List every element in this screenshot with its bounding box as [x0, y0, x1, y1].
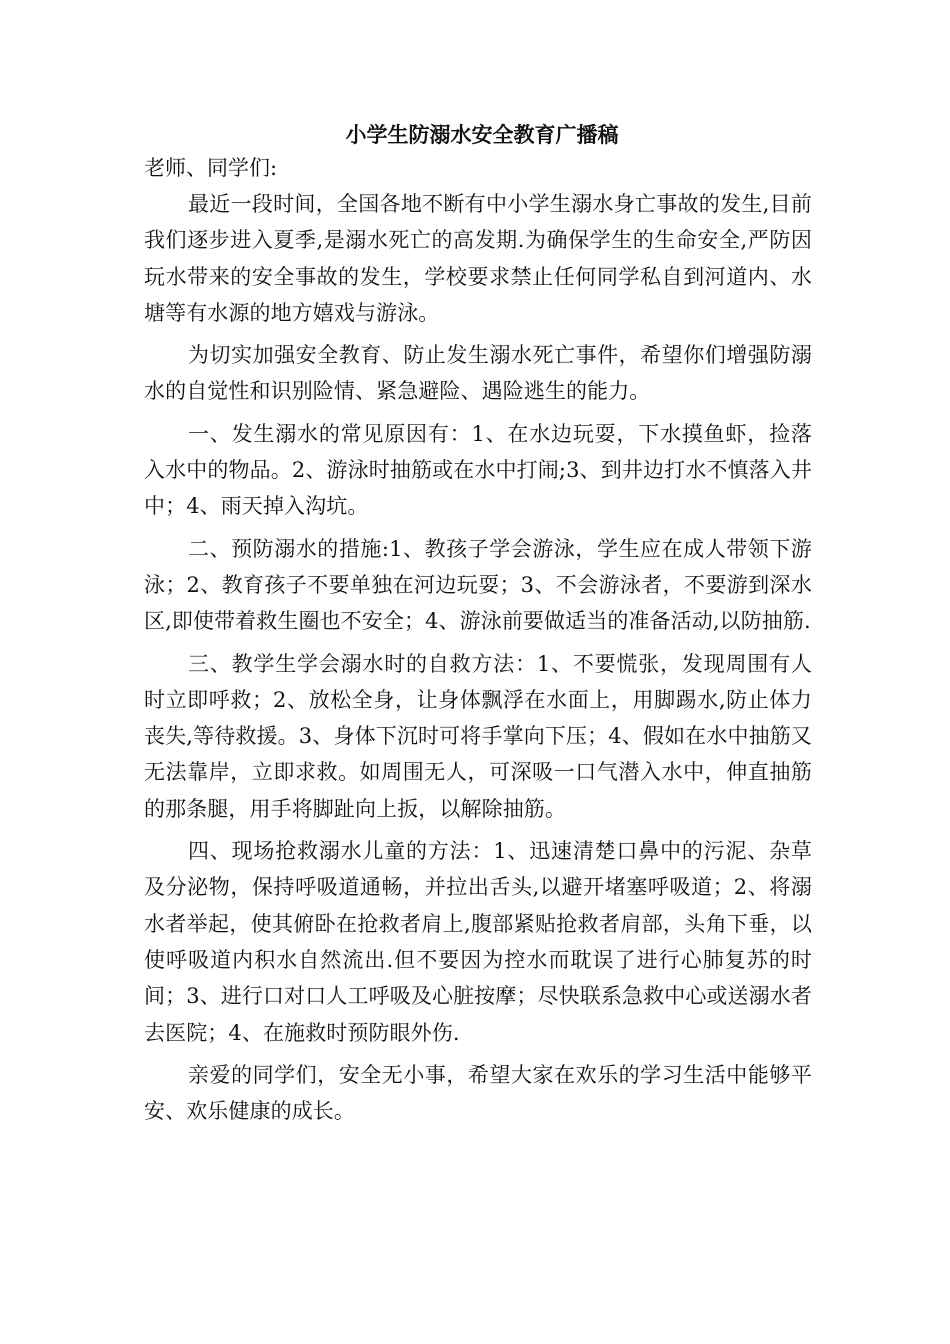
paragraph-causes: 一、发生溺水的常见原因有：1、在水边玩耍，下水摸鱼虾，捡落入水中的物品。2、游泳时抽筋或在水中打闹;3、到井边打水不慎落入井中；4、雨天掉入沟坑。 [144, 421, 812, 519]
salutation: 老师、同学们: [144, 156, 278, 180]
document-page [144, 120, 812, 1135]
paragraph-closing: 亲爱的同学们，安全无小事，希望大家在欢乐的学习生活中能够平安、欢乐健康的成长。 [144, 1062, 812, 1124]
document-title: 小学生防溺水安全教育广播稿 [345, 122, 619, 147]
paragraph-self-rescue: 三、教学生学会溺水时的自救方法：1、不要慌张，发现周围有人时立即呼救；2、放松全身，让身体飘浮在水面上，用脚踢水,防止体力丧失,等待救援。3、身体下沉时可将手掌向下压；4、假如在水中抽筋又无法靠岸，立即求救。如周围无人，可深吸一口气潜入水中，伸直抽筋的那条腿，用手将脚趾向上扳，以解除抽筋。 [144, 651, 812, 821]
paragraph-intro: 最近一段时间，全国各地不断有中小学生溺水身亡事故的发生,目前我们逐步进入夏季,是溺水死亡的高发期.为确保学生的生命安全,严防因玩水带来的安全事故的发生，学校要求禁止任何同学私自到河道内、水塘等有水源的地方嬉戏与游泳。 [144, 192, 812, 325]
paragraph-first-aid: 四、现场抢救溺水儿童的方法：1、迅速清楚口鼻中的污泥、杂草及分泌物，保持呼吸道通畅，并拉出舌头,以避开堵塞呼吸道；2、将溺水者举起，使其俯卧在抢救者肩上,腹部紧贴抢救者肩部，头角下垂，以使呼吸道内积水自然流出.但不要因为控水而耽误了进行心肺复苏的时间；3、进行口对口人工呼吸及心脏按摩；尽快联系急救中心或送溺水者去医院；4、在施救时预防眼外伤. [144, 839, 812, 1045]
paragraph-prevention: 二、预防溺水的措施:1、教孩子学会游泳，学生应在成人带领下游泳；2、教育孩子不要单独在河边玩耍；3、不会游泳者，不要游到深水区,即使带着救生圈也不安全；4、游泳前要做适当的准备活动,以防抽筋. [144, 536, 812, 634]
paragraph-purpose: 为切实加强安全教育、防止发生溺水死亡事件，希望你们增强防溺水的自觉性和识别险情、紧急避险、遇险逃生的能力。 [144, 343, 812, 404]
